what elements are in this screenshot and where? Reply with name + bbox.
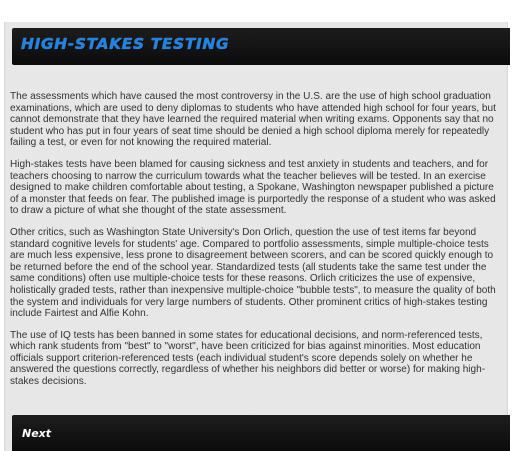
article-paragraph: The use of IQ tests has been banned in some states for educational decisions, and norm-referenced tests, which rank students from "best" to "worst", have been criticized for bias against minorities. Most education officials support criterion-referenced tests (each individual student's score depends solely on whether he answered the questions correctly, regardless of whether his neighbors did better or worse) for making high-stakes decisions. bbox=[10, 329, 486, 388]
page-title: HIGH-STAKES TESTING bbox=[21, 35, 230, 53]
article-paragraph: High-stakes tests have been blamed for causing sickness and test anxiety in students and teachers, and for teachers choosing to narrow the curriculum towards what the teacher believes will be tested. In an exercise designed to make children comfortable about testing, a Spokane, Washington newspaper published a picture of a monster that feeds on fear. The published image is purportedly the response of a student who was asked to draw a picture of what she thought of the state assessment. bbox=[10, 158, 496, 217]
next-link[interactable]: Next bbox=[22, 427, 52, 440]
article-paragraph: The assessments which have caused the most controversy in the U.S. are the use of high school graduation examinations, which are used to deny diplomas to students who have attended high school for four years, but cannot demonstrate that they have learned the required material when writing exams. Opponents say that no student who has put in four years of seat time should be denied a high school diploma merely for repeatedly failing a test, or even for not knowing the required material. bbox=[10, 91, 496, 149]
article-body bbox=[10, 91, 502, 398]
next-bar bbox=[12, 415, 510, 451]
article-paragraph: Other critics, such as Washington State University's Don Orlich, question the use of test items far beyond standard cognitive levels for students' age. Compared to portfolio assessments, simple multiple-choice tests are much less expensive, less prone to disagreement between scorers, and can be scored quickly enough to be returned before the end of the school year. Standardized tests (all students take the same test under the same conditions) often use multiple-choice tests for these reasons. Orlich criticizes the use of expensive, holistically graded tests, rather than inexpensive multiple-choice "bubble tests", to measure the quality of both the system and individuals for very large numbers of students. Other prominent critics of high-stakes testing include Fairtest and Alfie Kohn. bbox=[10, 226, 496, 320]
title-bar bbox=[12, 28, 510, 65]
